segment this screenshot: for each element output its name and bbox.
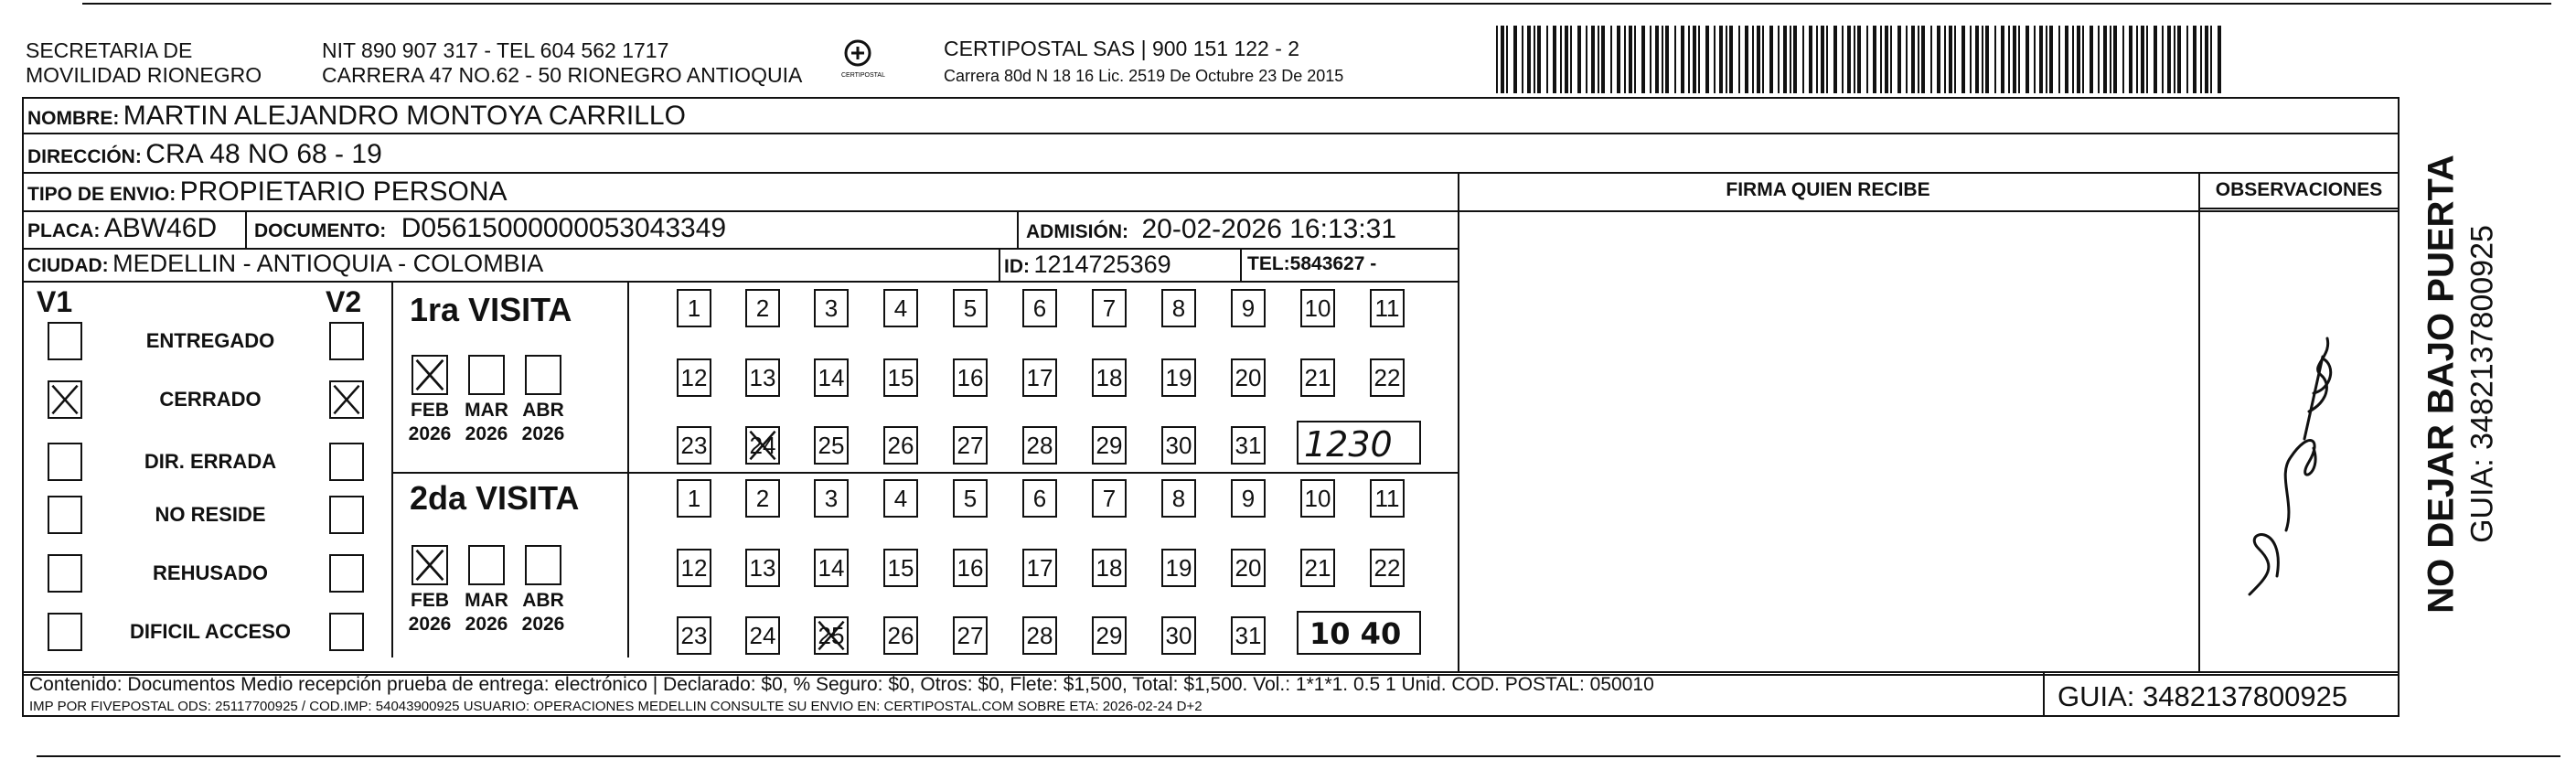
firma-label: FIRMA QUIEN RECIBE: [1726, 179, 1930, 200]
placa-label: PLACA:: [27, 220, 101, 241]
month-name: ABR: [522, 590, 564, 611]
visit1-day-box[interactable]: 10: [1300, 289, 1335, 327]
barcode-bar: [1527, 26, 1531, 93]
direccion-row: [27, 139, 382, 170]
barcode-bar: [1880, 26, 1882, 93]
visit2-month-label: [402, 589, 457, 636]
visit1-day-box[interactable]: 17: [1022, 358, 1057, 397]
v1-checkbox[interactable]: [48, 322, 82, 360]
barcode-bar: [2090, 26, 2093, 93]
barcode-bar: [1553, 26, 1556, 93]
barcode-bar: [1975, 26, 1979, 93]
barcode-bar: [1857, 26, 1861, 93]
tipo-row: [27, 176, 508, 208]
documento-row: [254, 213, 726, 244]
direccion-label: DIRECCIÓN:: [27, 146, 142, 167]
barcode-bar: [1662, 26, 1663, 93]
visit2-day-box[interactable]: 7: [1092, 479, 1127, 518]
v2-checkbox[interactable]: [329, 496, 364, 534]
admision-label: ADMISIÓN:: [1026, 221, 1128, 242]
visit1-day-box[interactable]: 12: [677, 358, 711, 397]
visit1-time: 1230: [1304, 424, 1393, 465]
status-label: ENTREGADO: [145, 329, 275, 352]
visit2-day-box[interactable]: 4: [883, 479, 918, 518]
visit2-day-box[interactable]: 21: [1300, 549, 1335, 587]
barcode-bar: [1738, 26, 1740, 93]
visit2-day-box[interactable]: 14: [814, 549, 849, 587]
visit1-day-box[interactable]: 8: [1161, 289, 1196, 327]
visit1-day-box[interactable]: 6: [1022, 289, 1057, 327]
barcode-bar: [1688, 26, 1690, 93]
barcode-bar: [1885, 26, 1888, 93]
nombre-label: NOMBRE:: [27, 108, 120, 129]
footer-line1: Contenido: Documentos Medio recepción prueba de entrega: electrónico | Declarado: $0, % Seguro: $0, Otros: $0, Flete: $1,500, Total: $1,500. Vol.: 1*1*1. 0.5 1 Unid. COD. POSTAL: 050010: [29, 674, 1654, 695]
barcode-bar: [2018, 26, 2020, 93]
v2-checkbox[interactable]: [329, 380, 364, 419]
barcode-bar: [2008, 26, 2010, 93]
visit1-day-box[interactable]: 1: [677, 289, 711, 327]
barcode-bar: [1496, 26, 1498, 93]
visit2-month-label: [459, 589, 514, 636]
month-name: ABR: [522, 400, 564, 421]
ciudad-value: MEDELLIN - ANTIOQUIA - COLOMBIA: [112, 250, 544, 277]
barcode-bar: [2046, 26, 2047, 93]
barcode-bar: [2186, 26, 2188, 93]
footer-guia: GUIA: 3482137800925: [2058, 680, 2348, 712]
side-guia: [2460, 128, 2506, 640]
visit1-month-label: [459, 399, 514, 446]
barcode-bar: [1816, 26, 1818, 93]
visit2-day-box[interactable]: 13: [745, 549, 780, 587]
visit2-day-box[interactable]: 5: [953, 479, 988, 518]
visit1-month-label: [516, 399, 571, 446]
visit1-day-box[interactable]: 18: [1092, 358, 1127, 397]
v2-checkbox[interactable]: [329, 443, 364, 481]
visit1-day-box[interactable]: 3: [814, 289, 849, 327]
barcode-bar: [1854, 26, 1855, 93]
visit1-day-box[interactable]: 25: [814, 426, 849, 465]
barcode-bar: [2110, 26, 2111, 93]
issuer-block: [26, 38, 262, 88]
barcode-bar: [1961, 26, 1965, 93]
visit1-day-box[interactable]: 7: [1092, 289, 1127, 327]
barcode-bar: [2049, 26, 2053, 93]
barcode-bar: [1655, 26, 1659, 93]
barcode-bar: [1634, 26, 1636, 93]
visit2-day-box[interactable]: 1: [677, 479, 711, 518]
visit2-day-box[interactable]: 19: [1161, 549, 1196, 587]
visit2-title: 2da VISITA: [410, 479, 580, 517]
id-label: ID:: [1004, 256, 1030, 277]
visit2-day-box[interactable]: 15: [883, 549, 918, 587]
barcode-bar: [1757, 26, 1760, 93]
barcode-bar: [1911, 26, 1915, 93]
visit2-day-box[interactable]: 18: [1092, 549, 1127, 587]
tel-label: TEL:: [1247, 253, 1290, 274]
barcode-bar: [1610, 26, 1612, 93]
barcode-bar: [1949, 26, 1952, 93]
barcode: [1496, 26, 2224, 93]
ciudad-row: [27, 250, 543, 278]
visit1-month-label: [402, 399, 457, 446]
visit1-month-checkbox[interactable]: [468, 355, 505, 395]
documento-label: DOCUMENTO:: [254, 220, 387, 241]
barcode-bar: [1985, 26, 1989, 93]
barcode-bar: [2001, 26, 2004, 93]
v2-checkbox[interactable]: [329, 554, 364, 593]
barcode-bar: [1681, 26, 1684, 93]
visit2-day-box[interactable]: 12: [677, 549, 711, 587]
visit2-day-box[interactable]: 26: [883, 616, 918, 655]
status-label: REHUSADO: [153, 561, 268, 584]
barcode-bar: [2077, 26, 2080, 93]
barcode-bar: [1982, 26, 1983, 93]
barcode-bar: [2218, 26, 2221, 93]
barcode-bar: [1560, 26, 1562, 93]
visit2-day-box[interactable]: 20: [1231, 549, 1266, 587]
barcode-bar: [1601, 26, 1605, 93]
barcode-bar: [2129, 26, 2132, 93]
visit2-day-box[interactable]: 16: [953, 549, 988, 587]
barcode-bar: [1921, 26, 1925, 93]
visit1-month-checkbox[interactable]: [525, 355, 561, 395]
barcode-bar: [1650, 26, 1651, 93]
barcode-bar: [1833, 26, 1837, 93]
month-name: FEB: [411, 400, 449, 421]
barcode-bar: [2082, 26, 2084, 93]
nombre-value: MARTIN ALEJANDRO MONTOYA CARRILLO: [123, 101, 686, 131]
month-name: FEB: [411, 590, 449, 611]
barcode-bar: [2174, 26, 2175, 93]
certipostal-logo: [839, 37, 885, 82]
month-name: MAR: [465, 400, 508, 421]
barcode-bar: [1586, 26, 1587, 93]
v2-checkbox[interactable]: [329, 322, 364, 360]
barcode-bar: [1546, 26, 1548, 93]
visit2-day-box[interactable]: 31: [1231, 616, 1266, 655]
visit1-day-box[interactable]: 29: [1092, 426, 1127, 465]
direccion-value: CRA 48 NO 68 - 19: [145, 139, 382, 169]
barcode-bar: [1693, 26, 1696, 93]
visit1-day-box[interactable]: 26: [883, 426, 918, 465]
status-label: CERRADO: [159, 388, 262, 411]
visit1-day-box[interactable]: 19: [1161, 358, 1196, 397]
visit1-day-box[interactable]: 13: [745, 358, 780, 397]
visit1-day-box[interactable]: 14: [814, 358, 849, 397]
barcode-bar: [2162, 26, 2164, 93]
barcode-bar: [2098, 26, 2100, 93]
bottom-rule: [37, 755, 2560, 757]
barcode-bar: [1617, 26, 1620, 93]
tel-row: [1247, 253, 1376, 275]
barcode-bar: [2200, 26, 2202, 93]
visit1-title: 1ra VISITA: [410, 291, 572, 328]
visit1-day-box[interactable]: 23: [677, 426, 711, 465]
visit2-time-box: [1297, 611, 1421, 655]
visit1-day-box[interactable]: 21: [1300, 358, 1335, 397]
month-year: 2026: [465, 614, 508, 635]
barcode-bar: [1577, 26, 1581, 93]
barcode-bar: [1994, 26, 1996, 93]
visit2-day-box[interactable]: 2: [745, 479, 780, 518]
ciudad-label: CIUDAD:: [27, 255, 109, 276]
visit1-day-box[interactable]: 20: [1231, 358, 1266, 397]
barcode-bar: [1954, 26, 1956, 93]
visit2-day-box[interactable]: 27: [953, 616, 988, 655]
placa-value: ABW46D: [103, 213, 218, 243]
visit2-day-box[interactable]: 11: [1370, 479, 1405, 518]
barcode-bar: [1501, 26, 1504, 93]
barcode-bar: [1890, 26, 1892, 93]
issuer-line2: MOVILIDAD RIONEGRO: [26, 63, 262, 87]
status-label: NO RESIDE: [155, 503, 266, 526]
v1-checkbox[interactable]: [48, 380, 82, 419]
barcode-bar: [1930, 26, 1932, 93]
issuer-contact-block: [322, 38, 802, 88]
month-year: 2026: [465, 423, 508, 444]
visit2-month-checkbox[interactable]: [525, 545, 561, 585]
barcode-bar: [2072, 26, 2074, 93]
courier-block: [944, 37, 1343, 86]
courier-line2: Carrera 80d N 18 16 Lic. 2519 De Octubre 23 De 2015: [944, 67, 1344, 85]
barcode-bar: [1698, 26, 1700, 93]
placa-row: [27, 213, 217, 244]
visit1-day-box[interactable]: 28: [1022, 426, 1057, 465]
barcode-bar: [1565, 26, 1568, 93]
barcode-bar: [2193, 26, 2197, 93]
nit-line: NIT 890 907 317 - TEL 604 562 1717: [322, 38, 669, 62]
barcode-bar: [1598, 26, 1599, 93]
barcode-bar: [1809, 26, 1812, 93]
v1-checkbox[interactable]: [48, 554, 82, 593]
barcode-bar: [1937, 26, 1940, 93]
recipient-signature: [2222, 302, 2359, 613]
visit2-day-box[interactable]: 24: [745, 616, 780, 655]
barcode-bar: [1970, 26, 1972, 93]
id-row: [1004, 251, 1171, 279]
barcode-bar: [1591, 26, 1595, 93]
barcode-bar: [1522, 26, 1523, 93]
visit1-day-box[interactable]: 9: [1231, 289, 1266, 327]
visit2-day-box[interactable]: 8: [1161, 479, 1196, 518]
visit1-day-box[interactable]: 5: [953, 289, 988, 327]
barcode-bar: [2122, 26, 2124, 93]
visit2-day-box[interactable]: 30: [1161, 616, 1196, 655]
barcode-bar: [2039, 26, 2043, 93]
top-rule: [82, 3, 2551, 5]
visit2-day-box[interactable]: 28: [1022, 616, 1057, 655]
visit2-month-checkbox[interactable]: [412, 545, 448, 585]
barcode-bar: [2141, 26, 2144, 93]
barcode-bar: [1783, 26, 1787, 93]
barcode-bar: [1752, 26, 1754, 93]
barcode-bar: [1873, 26, 1876, 93]
barcode-bar: [2026, 26, 2029, 93]
visit2-day-box[interactable]: 29: [1092, 616, 1127, 655]
barcode-bar: [1918, 26, 1919, 93]
barcode-bar: [1624, 26, 1626, 93]
side-guia-text: GUIA: 3482137800925: [2464, 225, 2500, 543]
visit1-day-box[interactable]: 22: [1370, 358, 1405, 397]
month-name: MAR: [465, 590, 508, 611]
visit1-day-box[interactable]: 2: [745, 289, 780, 327]
barcode-bar: [1570, 26, 1572, 93]
barcode-bar: [2103, 26, 2107, 93]
barcode-bar: [1826, 26, 1828, 93]
barcode-bar: [1729, 26, 1733, 93]
barcode-bar: [1506, 26, 1508, 93]
barcode-bar: [1821, 26, 1824, 93]
barcode-bar: [1705, 26, 1709, 93]
status-label: DIR. ERRADA: [144, 450, 277, 473]
issuer-line1: SECRETARIA DE: [26, 38, 193, 62]
month-year: 2026: [408, 423, 452, 444]
barcode-bar: [1866, 26, 1868, 93]
month-year: 2026: [408, 614, 452, 635]
barcode-bar: [2034, 26, 2036, 93]
barcode-bar: [1762, 26, 1764, 93]
barcode-bar: [1769, 26, 1773, 93]
barcode-bar: [1537, 26, 1541, 93]
visit2-day-box[interactable]: 23: [677, 616, 711, 655]
logo-small-text: CERTIPOSTAL: [841, 72, 885, 79]
admision-row: [1026, 214, 1396, 245]
visit2-day-box[interactable]: 9: [1231, 479, 1266, 518]
barcode-bar: [2065, 26, 2068, 93]
barcode-bar: [1674, 26, 1676, 93]
visit1-day-box[interactable]: 16: [953, 358, 988, 397]
observaciones-label: OBSERVACIONES: [2215, 179, 2383, 200]
visit1-day-box[interactable]: 24: [745, 426, 780, 465]
barcode-bar: [2058, 26, 2060, 93]
visit2-month-label: [516, 589, 571, 636]
nombre-row: [27, 101, 686, 132]
barcode-bar: [2146, 26, 2148, 93]
barcode-bar: [1842, 26, 1844, 93]
address-line: CARRERA 47 NO.62 - 50 RIONEGRO ANTIOQUIA: [322, 63, 803, 87]
barcode-bar: [2113, 26, 2117, 93]
visit2-day-box[interactable]: 25: [814, 616, 849, 655]
visit1-time-box: [1297, 421, 1421, 465]
visit2-day-box[interactable]: 3: [814, 479, 849, 518]
month-year: 2026: [521, 614, 565, 635]
no-dejar-text: NO DEJAR BAJO PUERTA: [2421, 155, 2462, 614]
barcode-bar: [1719, 26, 1723, 93]
barcode-bar: [1513, 26, 1517, 93]
tipo-label: TIPO DE ENVIO:: [27, 184, 176, 205]
barcode-bar: [1665, 26, 1669, 93]
barcode-bar: [2136, 26, 2138, 93]
visit1-day-box[interactable]: 27: [953, 426, 988, 465]
barcode-bar: [2177, 26, 2181, 93]
v2-label: V2: [326, 285, 362, 318]
v1-checkbox[interactable]: [48, 613, 82, 651]
barcode-bar: [1802, 26, 1804, 93]
barcode-bar: [2154, 26, 2157, 93]
courier-line1: CERTIPOSTAL SAS | 900 151 122 - 2: [944, 37, 1300, 60]
visit1-day-box[interactable]: 11: [1370, 289, 1405, 327]
barcode-bar: [1778, 26, 1780, 93]
visit1-day-box[interactable]: 4: [883, 289, 918, 327]
barcode-bar: [1629, 26, 1632, 93]
id-value: 1214725369: [1033, 251, 1171, 278]
barcode-bar: [2167, 26, 2171, 93]
v1-checkbox[interactable]: [48, 496, 82, 534]
visit2-day-box[interactable]: 6: [1022, 479, 1057, 518]
barcode-bar: [1790, 26, 1791, 93]
barcode-bar: [2205, 26, 2208, 93]
visit1-month-checkbox[interactable]: [412, 355, 448, 395]
barcode-bar: [1714, 26, 1716, 93]
barcode-bar: [1944, 26, 1946, 93]
barcode-bar: [1534, 26, 1535, 93]
documento-value: D05615000000053043349: [401, 213, 727, 243]
tipo-value: PROPIETARIO PERSONA: [179, 176, 508, 207]
visit2-day-box[interactable]: 10: [1300, 479, 1335, 518]
v1-label: V1: [37, 285, 73, 318]
barcode-bar: [2013, 26, 2016, 93]
barcode-bar: [1793, 26, 1797, 93]
barcode-bar: [1726, 26, 1727, 93]
visit2-month-checkbox[interactable]: [468, 545, 505, 585]
barcode-bar: [2210, 26, 2212, 93]
visit1-day-box[interactable]: 31: [1231, 426, 1266, 465]
tel-value: 5843627 -: [1289, 253, 1377, 274]
visit2-time: 10 40: [1309, 616, 1402, 651]
visit2-day-box[interactable]: 17: [1022, 549, 1057, 587]
footer-line2: IMP POR FIVEPOSTAL ODS: 25117700925 / COD.IMP: 54043900925 USUARIO: OPERACIONES MEDELLIN CONSULTE SU ENVIO EN: CERTIPOSTAL.COM SOBRE ETA: 2026-02-24 D+2: [29, 699, 1202, 714]
v2-checkbox[interactable]: [329, 613, 364, 651]
status-label: DIFICIL ACCESO: [129, 620, 291, 643]
barcode-bar: [1641, 26, 1645, 93]
barcode-bar: [1897, 26, 1901, 93]
barcode-bar: [1847, 26, 1851, 93]
visit1-day-box[interactable]: 15: [883, 358, 918, 397]
v1-checkbox[interactable]: [48, 443, 82, 481]
barcode-bar: [1906, 26, 1908, 93]
admision-value: 20-02-2026 16:13:31: [1141, 214, 1397, 244]
visit2-day-box[interactable]: 22: [1370, 549, 1405, 587]
visit1-day-box[interactable]: 30: [1161, 426, 1196, 465]
barcode-bar: [1745, 26, 1748, 93]
month-year: 2026: [521, 423, 565, 444]
